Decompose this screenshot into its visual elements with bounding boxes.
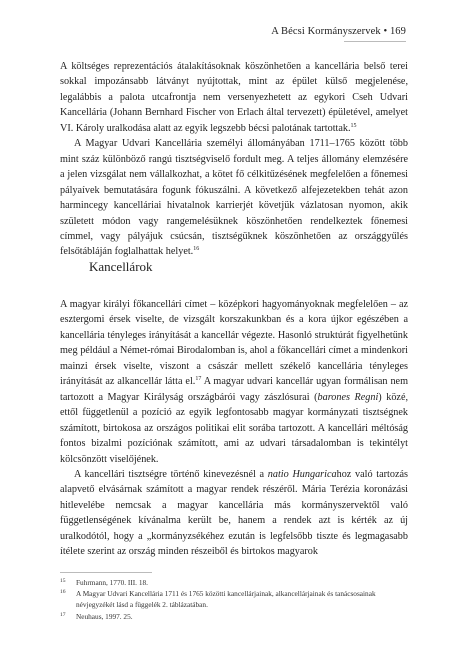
footnote-rule: [60, 572, 152, 573]
footnote-number: 16: [60, 589, 66, 596]
footnote-text: A Magyar Udvari Kancellária 1711 és 1765 közötti kancellárjainak, alkancellárjainak és tanácsosainak névjegyzékét lásd a függelék 2. táblázatában.: [76, 589, 376, 610]
footnote: [60, 577, 408, 588]
paragraph: A kancellári tisztségre történő kinevezésnél a natio Hungaricahoz való tartozás alapvető elvásárnak számított a magyar rendek részéről. Mária Terézia koronázási hitlevelébe nemcsak a magyar kancellária más kormányszervektől való függetlenségének kívánalma került be, hanem a rendek azt is kérték az új uralkodótól, hogy a „kormányzsékéhez ezután is legfelsőbb tiszte és legmagasabb ítélete szerint az ország minden részeiből és birtokos magyarok: [60, 468, 408, 558]
section-heading: Kancellárok: [89, 259, 153, 274]
footnote-number: 15: [60, 578, 66, 584]
footnotes: [60, 577, 408, 622]
footnote-text: Fuhrmann, 1770. III. 18.: [76, 578, 148, 587]
paragraph: A magyar királyi főkancellári címet – középkori hagyományoknak megfelelően – az esztergomi érsek viselte, de vizsgált korszakunkban és a kora újkor egészében a kancellária tényleges irányítását a kancellár végezte. Hasonló struktúrát figyelhetünk meg például a Német-római Birodalomban is, ahol a főkancellári címet a mindenkori mainzi érsek viselte, viszont a császár mellett székelő kancellária tényleges irányítását az alkancellár látta el.$^{17}$ A magyar udvari kancellár ugyan formálisan nem tartozott a Magyar Királyság országbárói vagy zászlósurai (barones Regni) közé, ettől függetlenül a pozíció az egyik legfontosabb magyar kormányzati tisztségnek számított, birtokosa az országos politikai elit sorába tartozott. A kancellári méltóság fontos bizalmi pozíciónak számított, ami az udvari társadalomban is tekintélyt kölcsönzött viselőjének.: [60, 299, 409, 465]
body-text-top: [60, 59, 408, 260]
footnote-text: Neuhaus, 1997. 25.: [76, 611, 133, 621]
latin-term: natio Hungarica: [267, 468, 337, 480]
footnote-ref[interactable]: 17: [195, 376, 202, 383]
footnote-number: 17: [60, 611, 66, 618]
running-header: A Bécsi Kormányszervek • 169: [271, 26, 406, 37]
footnote-ref[interactable]: 15: [350, 122, 357, 129]
footnote: [60, 611, 408, 622]
footnote-ref[interactable]: 16: [193, 246, 200, 253]
header-rule: [344, 41, 406, 42]
paragraph: A Magyar Udvari Kancellária személyi állományában 1711–1765 között több mint száz különböző rangú tisztségviselő fordult meg. A teljes állomány elemzésére a jelen vizsgálat nem vállalkozhat, a kötet fő célkitűzésének megfelelően a főnemesi pályaívek bemutatására fogunk fókuszálni. A következő alfejezetekben tehát azon harmincegy kancelláriai hivatalnok karrierjét követjük vázlatosan nyomon, akik született módon vagy rangemelésüknek köszönhetően rendelkeztek főnemesi címmel, vagy pályájuk csúcsán, tisztségüknek köszönhetően az országgyűlés felsőtábláján foglalhattak helyet.$^{16}$: [60, 138, 408, 258]
latin-term: barones Regni: [317, 391, 379, 403]
body-text-bottom: [60, 297, 408, 560]
paragraph: A költséges reprezentációs átalakításoknak köszönhetően a kancellária belső terei sokkal impozánsabb látványt nyújtottak, mint az épület külső megjelenése, legalábbis a palota utcafrontja nem versenyezhetett az egykori Cseh Udvari Kancellária (Johann Bernhard Fischer von Erlach által tervezett) épületével, amelyet VI. Károly uralkodása alatt az egyik legszebb bécsi palotának tartottak.$^{15}$: [60, 61, 408, 134]
footnote: [60, 588, 408, 610]
